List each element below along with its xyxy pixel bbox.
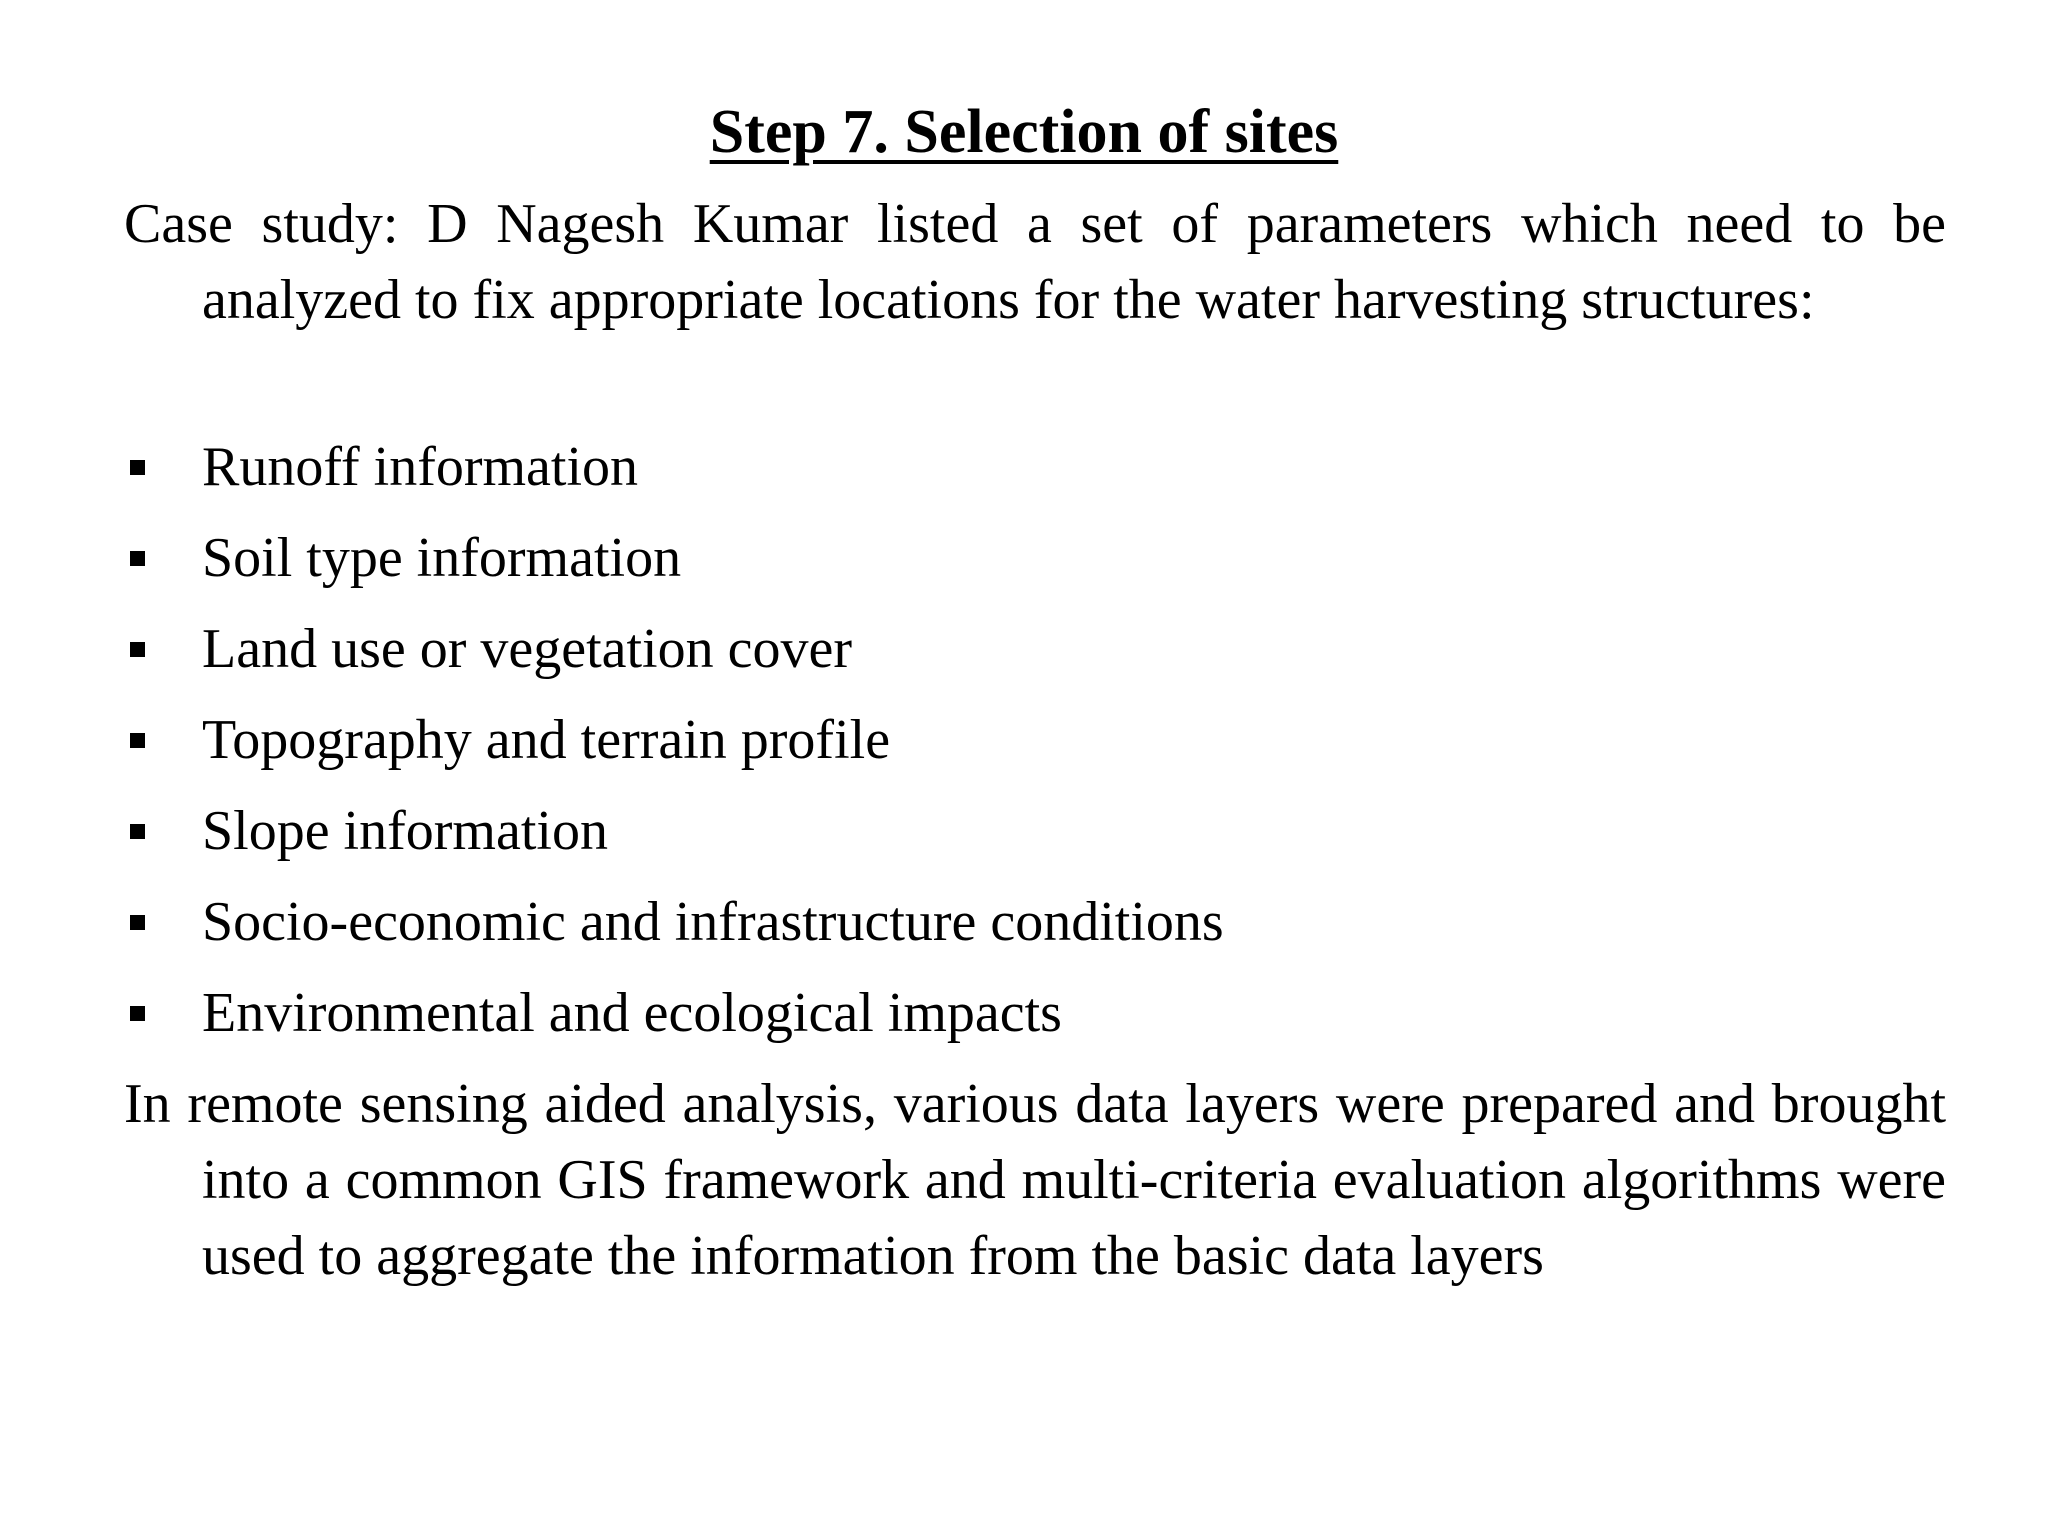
- square-bullet-icon: [130, 642, 145, 657]
- square-bullet-icon: [130, 460, 145, 475]
- list-item: [124, 786, 1946, 877]
- list-item: [124, 604, 1946, 695]
- square-bullet-icon: [130, 915, 145, 930]
- list-item-text: Environmental and ecological impacts: [202, 982, 1062, 1044]
- list-item: [124, 422, 1946, 513]
- list-item-text: Runoff information: [202, 436, 639, 498]
- list-item-text: Topography and terrain profile: [202, 709, 891, 771]
- slide-title: Step 7. Selection of sites: [709, 98, 1339, 166]
- list-item: [124, 968, 1946, 1059]
- square-bullet-icon: [130, 1006, 145, 1021]
- parameter-list: [124, 422, 1946, 1059]
- list-item: [124, 695, 1946, 786]
- list-item-text: Slope information: [202, 800, 608, 862]
- list-item-text: Land use or vegetation cover: [202, 618, 852, 680]
- square-bullet-icon: [130, 551, 145, 566]
- square-bullet-icon: [130, 824, 145, 839]
- list-item: [124, 513, 1946, 604]
- list-item: [124, 877, 1946, 968]
- intro-paragraph: Case study: D Nagesh Kumar listed a set of parameters which need to be analyzed to fix appropriate locations for the water harvesting structures:: [124, 193, 1946, 331]
- list-item-text: Soil type information: [202, 527, 682, 589]
- list-item-text: Socio-economic and infrastructure conditions: [202, 891, 1224, 953]
- outro-paragraph: In remote sensing aided analysis, various data layers were prepared and brought into a common GIS framework and multi-criteria evaluation algorithms were used to aggregate the information from the basic data layers: [124, 1073, 1946, 1287]
- square-bullet-icon: [130, 733, 145, 748]
